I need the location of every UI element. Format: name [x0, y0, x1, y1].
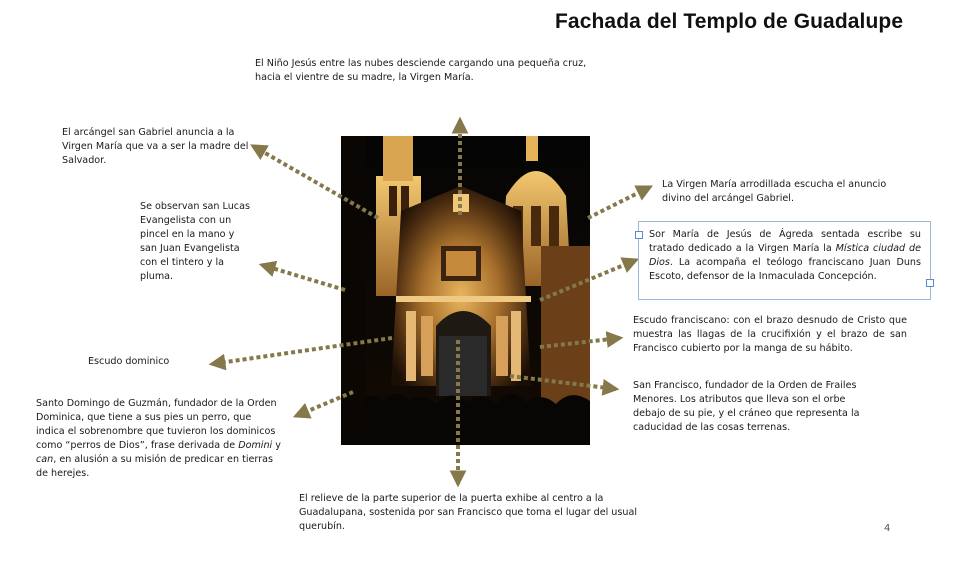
santo-domingo-text-2: y	[272, 440, 281, 451]
santo-domingo-text-1: Santo Domingo de Guzmán, fundador de la Orden Dominica, que tiene a sus pies un perro, que indica el sobrenombre que tuvieron los dominicos como “perros de Dios”, frase derivada de	[36, 398, 277, 451]
arrow-evangelistas	[262, 265, 345, 290]
sor-maria-em-title: Mística ciudad de Dios	[649, 243, 921, 268]
annotation-arcangel: El arcángel san Gabriel anuncia a la Virgen María que va a ser la madre del Salvador.	[62, 127, 249, 166]
arrow-san-francisco	[510, 376, 616, 389]
selected-text-box[interactable]	[638, 221, 931, 300]
annotation-sor-maria	[649, 228, 921, 284]
sor-maria-text-2: . La acompaña el teólogo franciscano Juan Duns Escoto, defensor de la Inmaculada Concepción.	[649, 257, 921, 282]
annotation-relieve: El relieve de la parte superior de la puerta exhibe al centro a la Guadalupana, sostenida por san Francisco que toma el lugar del usual querubín.	[299, 493, 638, 532]
sor-maria-text-1: Sor María de Jesús de Ágreda sentada escribe su tratado dedicado a la Virgen María la	[649, 229, 921, 254]
page-title: Fachada del Templo de Guadalupe	[555, 10, 904, 33]
annotation-virgen-arrodillada: La Virgen María arrodillada escucha el anuncio divino del arcángel Gabriel.	[662, 179, 887, 204]
santo-domingo-em-domini: Domini	[238, 440, 273, 451]
page-number: 4	[884, 523, 891, 534]
arrow-sor-maria	[540, 260, 636, 300]
santo-domingo-em-can: can	[36, 454, 54, 465]
resize-handle-bottom-right[interactable]	[926, 279, 934, 287]
resize-handle-top-left[interactable]	[635, 231, 643, 239]
arrow-virgen	[588, 187, 650, 218]
annotation-san-francisco: San Francisco, fundador de la Orden de Frailes Menores. Los atributos que lleva son el orbe debajo de su pie, y el cráneo que representa la caducidad de las cosas terrenas.	[633, 380, 860, 433]
arrow-arcangel	[253, 146, 378, 218]
annotation-escudo-franciscano: Escudo franciscano: con el brazo desnudo de Cristo que muestra las llagas de la crucifixión y el brazo de san Francisco cubierto por la manga de su hábito.	[633, 315, 907, 354]
annotation-escudo-dominico: Escudo dominico	[88, 356, 170, 367]
arrow-santo-domingo	[296, 392, 353, 416]
annotation-santo-domingo	[36, 397, 282, 481]
santo-domingo-text-3: , en alusión a su misión de predicar en tierras de herejes.	[36, 454, 274, 479]
arrow-escudo-franciscano	[540, 338, 620, 347]
arrow-escudo-dominico	[212, 338, 392, 364]
annotation-evangelistas: Se observan san Lucas Evangelista con un pincel en la mano y san Juan Evangelista con el tintero y la pluma.	[140, 201, 250, 282]
annotation-nino-jesus: El Niño Jesús entre las nubes desciende cargando una pequeña cruz, hacia el vientre de su madre, la Virgen María.	[255, 58, 587, 83]
